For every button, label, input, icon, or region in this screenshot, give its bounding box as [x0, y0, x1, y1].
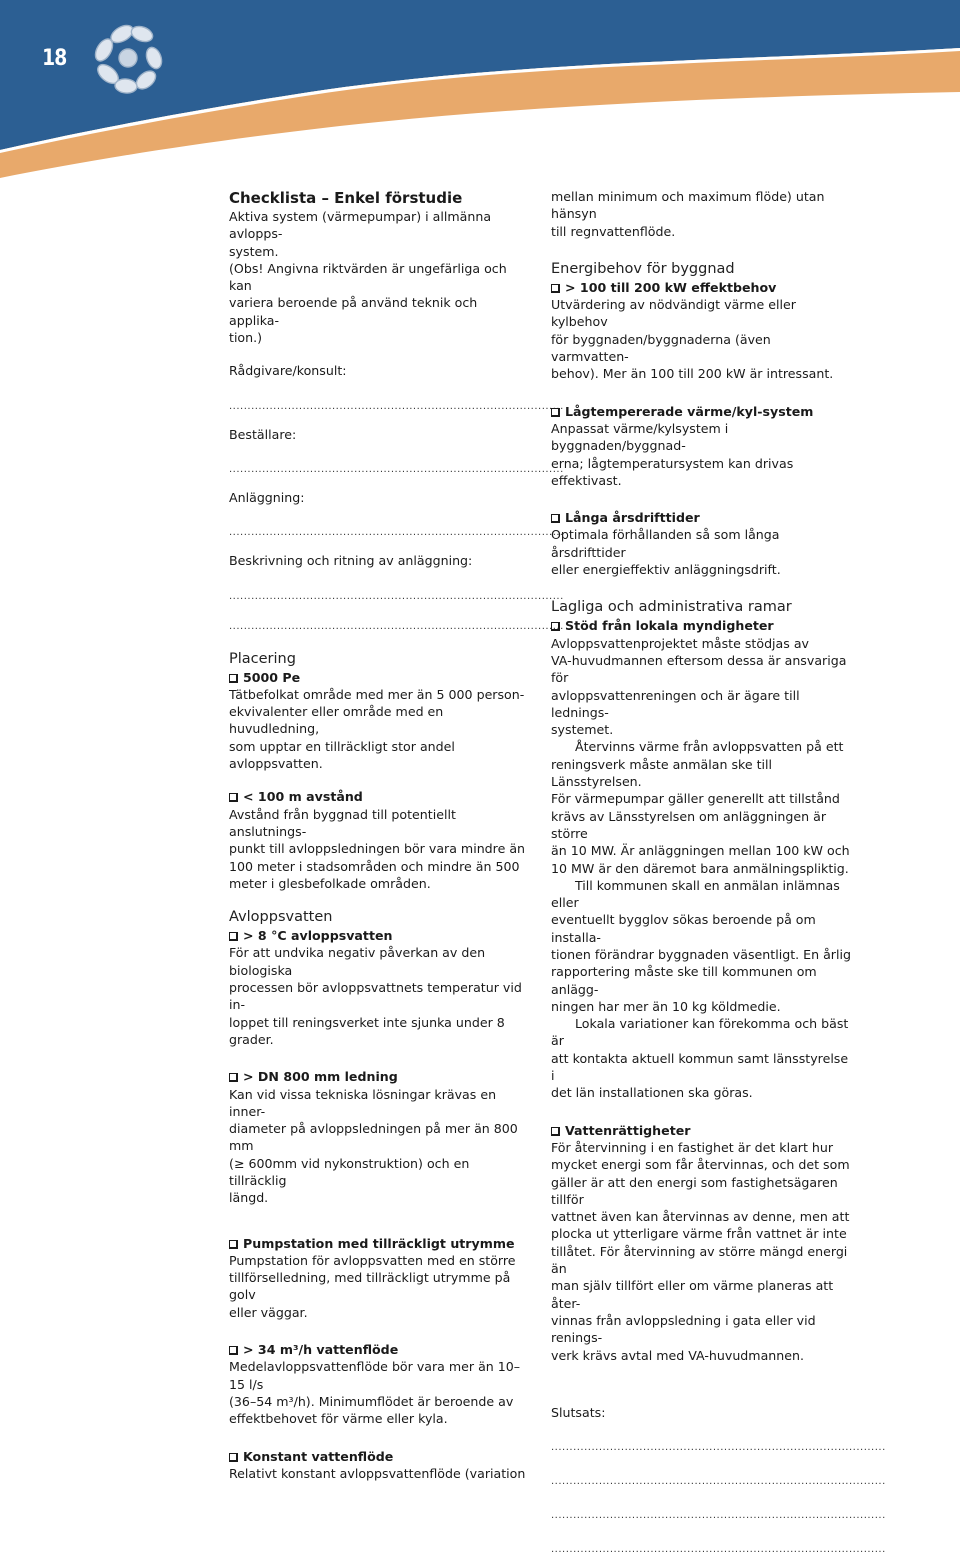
item-text: För att undvika negativ påverkan av den biologiska — [229, 945, 486, 978]
item-text: plocka ut ytterligare värme från vattnet är inte — [551, 1226, 847, 1242]
intro-line: system. — [229, 243, 279, 259]
bestallare-label: Beställare: — [229, 426, 297, 442]
item-text: rapportering måste ske till kommunen om anlägg- — [551, 964, 817, 997]
checklist-item-title: Vattenrättigheter — [551, 1122, 851, 1139]
item-text: eller väggar. — [229, 1304, 308, 1320]
item-text: (36–54 m³/h). Minimumflödet är beroende av — [229, 1393, 514, 1409]
intro-line: Aktiva system (värmepumpar) i allmänna avlopps- — [229, 209, 492, 242]
item-text: 100 meter i stadsområden och mindre än 500 — [229, 858, 520, 874]
section-heading-placering: Placering — [229, 650, 296, 667]
checkbox-icon[interactable] — [229, 1346, 238, 1355]
item-text: än 10 MW. Är anläggningen mellan 100 kW och — [551, 843, 850, 859]
checklist-item-title: > DN 800 mm ledning — [229, 1068, 529, 1085]
checklist-item-title: Lågtempererade värme/kyl-system — [551, 403, 851, 420]
checkbox-icon[interactable] — [229, 1453, 238, 1462]
anlaggning-fill-line[interactable]: ........................................................................................... — [229, 527, 564, 539]
item-text: tionen förändrar byggnaden väsentligt. En årlig — [551, 946, 851, 962]
page-number: 18 — [42, 46, 67, 71]
item-text: verk krävs avtal med VA-huvudmannen. — [551, 1347, 804, 1363]
checkbox-icon[interactable] — [229, 1073, 238, 1082]
checklist-item-title: Konstant vattenflöde — [229, 1448, 529, 1465]
section-heading-avloppsvatten: Avloppsvatten — [229, 909, 333, 926]
slutsats-fill-line[interactable]: ........................................................................................... — [551, 1510, 886, 1522]
item-text: Kan vid vissa tekniska lösningar krävas en inner- — [229, 1086, 497, 1119]
item-text: Utvärdering av nödvändigt värme eller kylbehov — [551, 297, 796, 330]
item-text: Pumpstation för avloppsvatten med en större — [229, 1252, 516, 1268]
item-text: meter i glesbefolkade områden. — [229, 875, 431, 891]
item-text: ningen har mer än 10 kg köldmedie. — [551, 998, 781, 1014]
bestallare-fill-line[interactable]: ........................................................................................... — [229, 463, 564, 475]
item-text: det län installationen ska göras. — [551, 1085, 753, 1101]
item-text: vattnet även kan återvinnas av denne, men att — [551, 1209, 850, 1225]
checkbox-icon[interactable] — [551, 408, 560, 417]
item-text: mycket energi som får återvinnas, och det som — [551, 1157, 850, 1173]
item-text: man själv tillfört eller om värme planeras att åter- — [551, 1278, 834, 1311]
item-text: Relativt konstant avloppsvattenflöde (variation — [229, 1465, 526, 1481]
checklist-item-title: Pumpstation med tillräckligt utrymme — [229, 1235, 529, 1252]
item-text: eller energieffektiv anläggningsdrift. — [551, 562, 781, 578]
checkbox-icon[interactable] — [551, 284, 560, 293]
item-text: Avloppsvattenprojektet måste stödjas av — [551, 635, 810, 651]
beskrivning-label: Beskrivning och ritning av anläggning: — [229, 553, 473, 569]
radgivare-fill-line[interactable]: ........................................................................................... — [229, 400, 564, 412]
anlaggning-label: Anläggning: — [229, 489, 305, 505]
checklist-item-title: > 34 m³/h vattenflöde — [229, 1341, 529, 1358]
item-text: ekvivalenter eller område med en huvudledning, — [229, 704, 444, 737]
checkbox-icon[interactable] — [229, 1240, 238, 1249]
item-text: effektbehovet för värme eller kyla. — [229, 1411, 448, 1427]
item-text: loppet till reningsverket inte sjunka under 8 grader. — [229, 1014, 505, 1047]
section-heading-lagliga: Lagliga och administrativa ramar — [551, 599, 792, 616]
continued-text: mellan minimum och maximum flöde) utan hänsyn — [551, 189, 825, 222]
slutsats-fill-line[interactable]: ........................................................................................... — [551, 1544, 886, 1556]
slutsats-fill-line[interactable]: ........................................................................................... — [551, 1442, 886, 1454]
item-text: Återvinns värme från avloppsvatten på ett — [575, 739, 844, 755]
item-text: Avstånd från byggnad till potentiellt anslutnings- — [229, 806, 456, 839]
slutsats-label: Slutsats: — [551, 1404, 606, 1420]
item-text: krävs av Länsstyrelsen om anläggningen är större — [551, 808, 827, 841]
item-text: Tätbefolkat område med mer än 5 000 person- — [229, 686, 525, 702]
section-heading-energibehov: Energibehov för byggnad — [551, 260, 735, 277]
checklist-item-title: 5000 Pe — [229, 669, 529, 686]
checklist-item-title: Långa årsdrifttider — [551, 509, 851, 526]
checklist-item-title: > 100 till 200 kW effektbehov — [551, 279, 851, 296]
checklist-item-title: Stöd från lokala myndigheter — [551, 617, 851, 634]
item-text: vinnas från avloppsledning i gata eller vid renings- — [551, 1312, 816, 1346]
item-text: längd. — [229, 1190, 269, 1206]
item-text: eventuellt bygglov sökas beroende på om installa- — [551, 912, 816, 945]
item-text: avloppsvattenreningen och är ägare till lednings- — [551, 687, 800, 720]
checkbox-icon[interactable] — [551, 514, 560, 523]
checkbox-icon[interactable] — [551, 622, 560, 631]
item-text: systemet. — [551, 722, 614, 738]
item-text: erna; lågtemperatursystem kan drivas effektivast. — [551, 455, 794, 488]
item-text: Optimala förhållanden så som långa årsdrifttider — [551, 527, 780, 560]
checkbox-icon[interactable] — [229, 674, 238, 683]
item-text: att kontakta aktuell kommun samt länsstyrelse i — [551, 1050, 849, 1084]
checkbox-icon[interactable] — [229, 932, 238, 941]
intro-line: (Obs! Angivna riktvärden är ungefärliga och kan — [229, 260, 507, 294]
slutsats-fill-line[interactable]: ........................................................................................... — [551, 1476, 886, 1488]
item-text: gäller är att den energi som fastighetsägaren tillför — [551, 1174, 838, 1207]
beskrivning-fill-line[interactable]: ........................................................................................... — [229, 590, 564, 602]
item-text: Medelavloppsvattenflöde bör vara mer än 10–15 l/s — [229, 1359, 521, 1392]
checklist-title: Checklista – Enkel förstudie — [229, 189, 463, 207]
checkbox-icon[interactable] — [551, 1127, 560, 1136]
item-text: som upptar en tillräckligt stor andel avloppsvatten. — [229, 738, 455, 772]
header-wave-graphic — [0, 0, 960, 180]
item-text: För värmepumpar gäller generellt att tillstånd — [551, 791, 840, 807]
item-text: tillförselledning, med tillräckligt utrymme på golv — [229, 1270, 511, 1303]
checklist-item-title: < 100 m avstånd — [229, 788, 529, 805]
item-text: För återvinning i en fastighet är det klart hur — [551, 1139, 834, 1155]
item-text: (≥ 600mm vid nykonstruktion) och en tillräcklig — [229, 1155, 470, 1188]
item-text: reningsverk måste anmälan ske till Länsstyrelsen. — [551, 756, 773, 790]
item-text: 10 MW är den däremot bara anmälningspliktig. — [551, 860, 849, 876]
beskrivning-fill-line[interactable]: ........................................................................................... — [229, 620, 564, 632]
item-text: Lokala variationer kan förekomma och bäst är — [551, 1016, 849, 1049]
radgivare-label: Rådgivare/konsult: — [229, 363, 347, 379]
item-text: VA-huvudmannen eftersom dessa är ansvariga för — [551, 652, 847, 686]
item-text: tillåtet. För återvinning av större mängd energi än — [551, 1243, 848, 1277]
intro-line: variera beroende på använd teknik och applika- — [229, 295, 478, 328]
item-text: diameter på avloppsledningen på mer än 800 mm — [229, 1121, 518, 1154]
continued-text: till regnvattenflöde. — [551, 223, 676, 239]
right-column — [551, 188, 886, 1557]
checkbox-icon[interactable] — [229, 793, 238, 802]
item-text: Till kommunen skall en anmälan inlämnas eller — [551, 877, 840, 911]
item-text: Anpassat värme/kylsystem i byggnaden/byggnad- — [551, 420, 729, 454]
left-column — [229, 188, 564, 1482]
checklist-item-title: > 8 °C avloppsvatten — [229, 927, 529, 944]
intro-line: tion.) — [229, 330, 263, 346]
item-text: för byggnaden/byggnaderna (även varmvatten- — [551, 331, 771, 365]
item-text: behov). Mer än 100 till 200 kW är intressant. — [551, 366, 834, 382]
item-text: punkt till avloppsledningen bör vara mindre än — [229, 841, 526, 857]
item-text: processen bör avloppsvattnets temperatur vid in- — [229, 980, 522, 1013]
page-header-banner — [0, 0, 960, 180]
